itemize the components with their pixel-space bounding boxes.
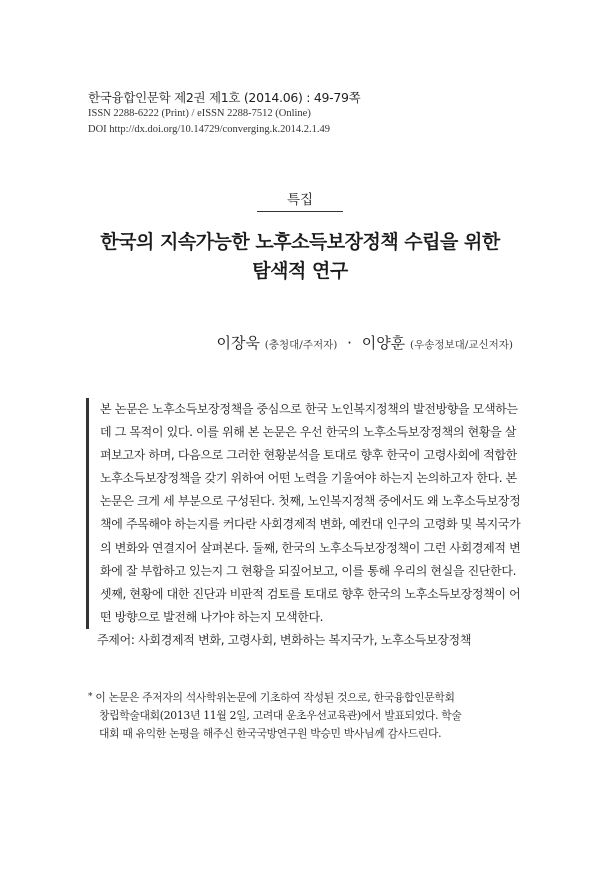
section-label: 특집	[286, 192, 314, 208]
abstract-line: 화에 잘 부합하고 있는지 그 현황을 되짚어보고, 이를 통해 우리의 현실을 진단한다.	[100, 563, 517, 578]
section-divider	[257, 211, 343, 212]
abstract-block	[86, 398, 521, 629]
abstract-line: 책에 주목해야 하는지를 커다란 사회경제적 변화, 예컨대 인구의 고령화 및 복지국가	[100, 517, 521, 532]
author-line	[217, 332, 514, 353]
abstract-line: 논문은 크게 세 부분으로 구성된다. 첫째, 노인복지정책 중에서도 왜 노후소득보장정	[100, 494, 521, 509]
abstract-line: 노후소득보장정책을 갖기 위하여 어떤 노력을 기울여야 하는지 논의하고자 한다. 본	[100, 471, 517, 486]
abstract-line: 펴보고자 하며, 다음으로 그러한 현황분석을 토대로 향후 한국이 고령사회에 적합한	[100, 448, 517, 463]
abstract-line: 떤 방향으로 발전해 나가야 하는지 모색한다.	[100, 609, 324, 624]
footnote-line	[88, 688, 462, 707]
keywords-line: 주제어: 사회경제적 변화, 고령사회, 변화하는 복지국가, 노후소득보장정책	[97, 633, 472, 647]
footnote-marker: *	[88, 692, 93, 702]
footnote-line: 대회 때 유익한 논평을 해주신 한국국방연구원 박승민 박사님께 감사드린다.	[99, 727, 442, 740]
paper-title-line-2: 탐색적 연구	[252, 260, 348, 282]
footnote-text: 이 논문은 주저자의 석사학위논문에 기초하여 작성된 것으로, 한국융합인문학회	[95, 691, 455, 704]
paper-title-line-1: 한국의 지속가능한 노후소득보장정책 수립을 위한	[100, 231, 500, 253]
journal-citation: 한국융합인문학 제2권 제1호 (2014.06) : 49-79쪽	[88, 90, 361, 105]
issn-line: ISSN 2288-6222 (Print) / eISSN 2288-7512 (Online)	[88, 108, 311, 119]
abstract-line: 데 그 목적이 있다. 이를 위해 본 논문은 우선 한국의 노후소득보장정책의 현황을 살	[100, 425, 517, 440]
author-1-name: 이장욱	[216, 334, 260, 352]
author-2-name: 이양훈	[361, 334, 406, 352]
author-1-affiliation: (충청대/주저자)	[264, 339, 338, 351]
abstract-line: 본 논문은 노후소득보장정책을 중심으로 한국 노인복지정책의 발전방향을 모색하는	[100, 402, 518, 416]
abstract-line: 셋째, 현황에 대한 진단과 비판적 검토를 토대로 향후 한국의 노후소득보장정책이 어	[100, 586, 521, 601]
author-separator: ·	[347, 334, 352, 352]
abstract-line: 의 변화와 연결지어 살펴본다. 둘째, 한국의 노후소득보장정책이 그런 사회경제적 변	[100, 540, 521, 555]
author-2-affiliation: (우송정보대/교신저자)	[409, 339, 513, 351]
footnote-line: 창립학술대회(2013년 11월 2일, 고려대 운초우선교육관)에서 발표되었다. 학술	[99, 708, 462, 722]
doi-line: DOI http://dx.doi.org/10.14729/converging.k.2014.2.1.49	[88, 124, 330, 135]
footnote	[88, 688, 462, 744]
